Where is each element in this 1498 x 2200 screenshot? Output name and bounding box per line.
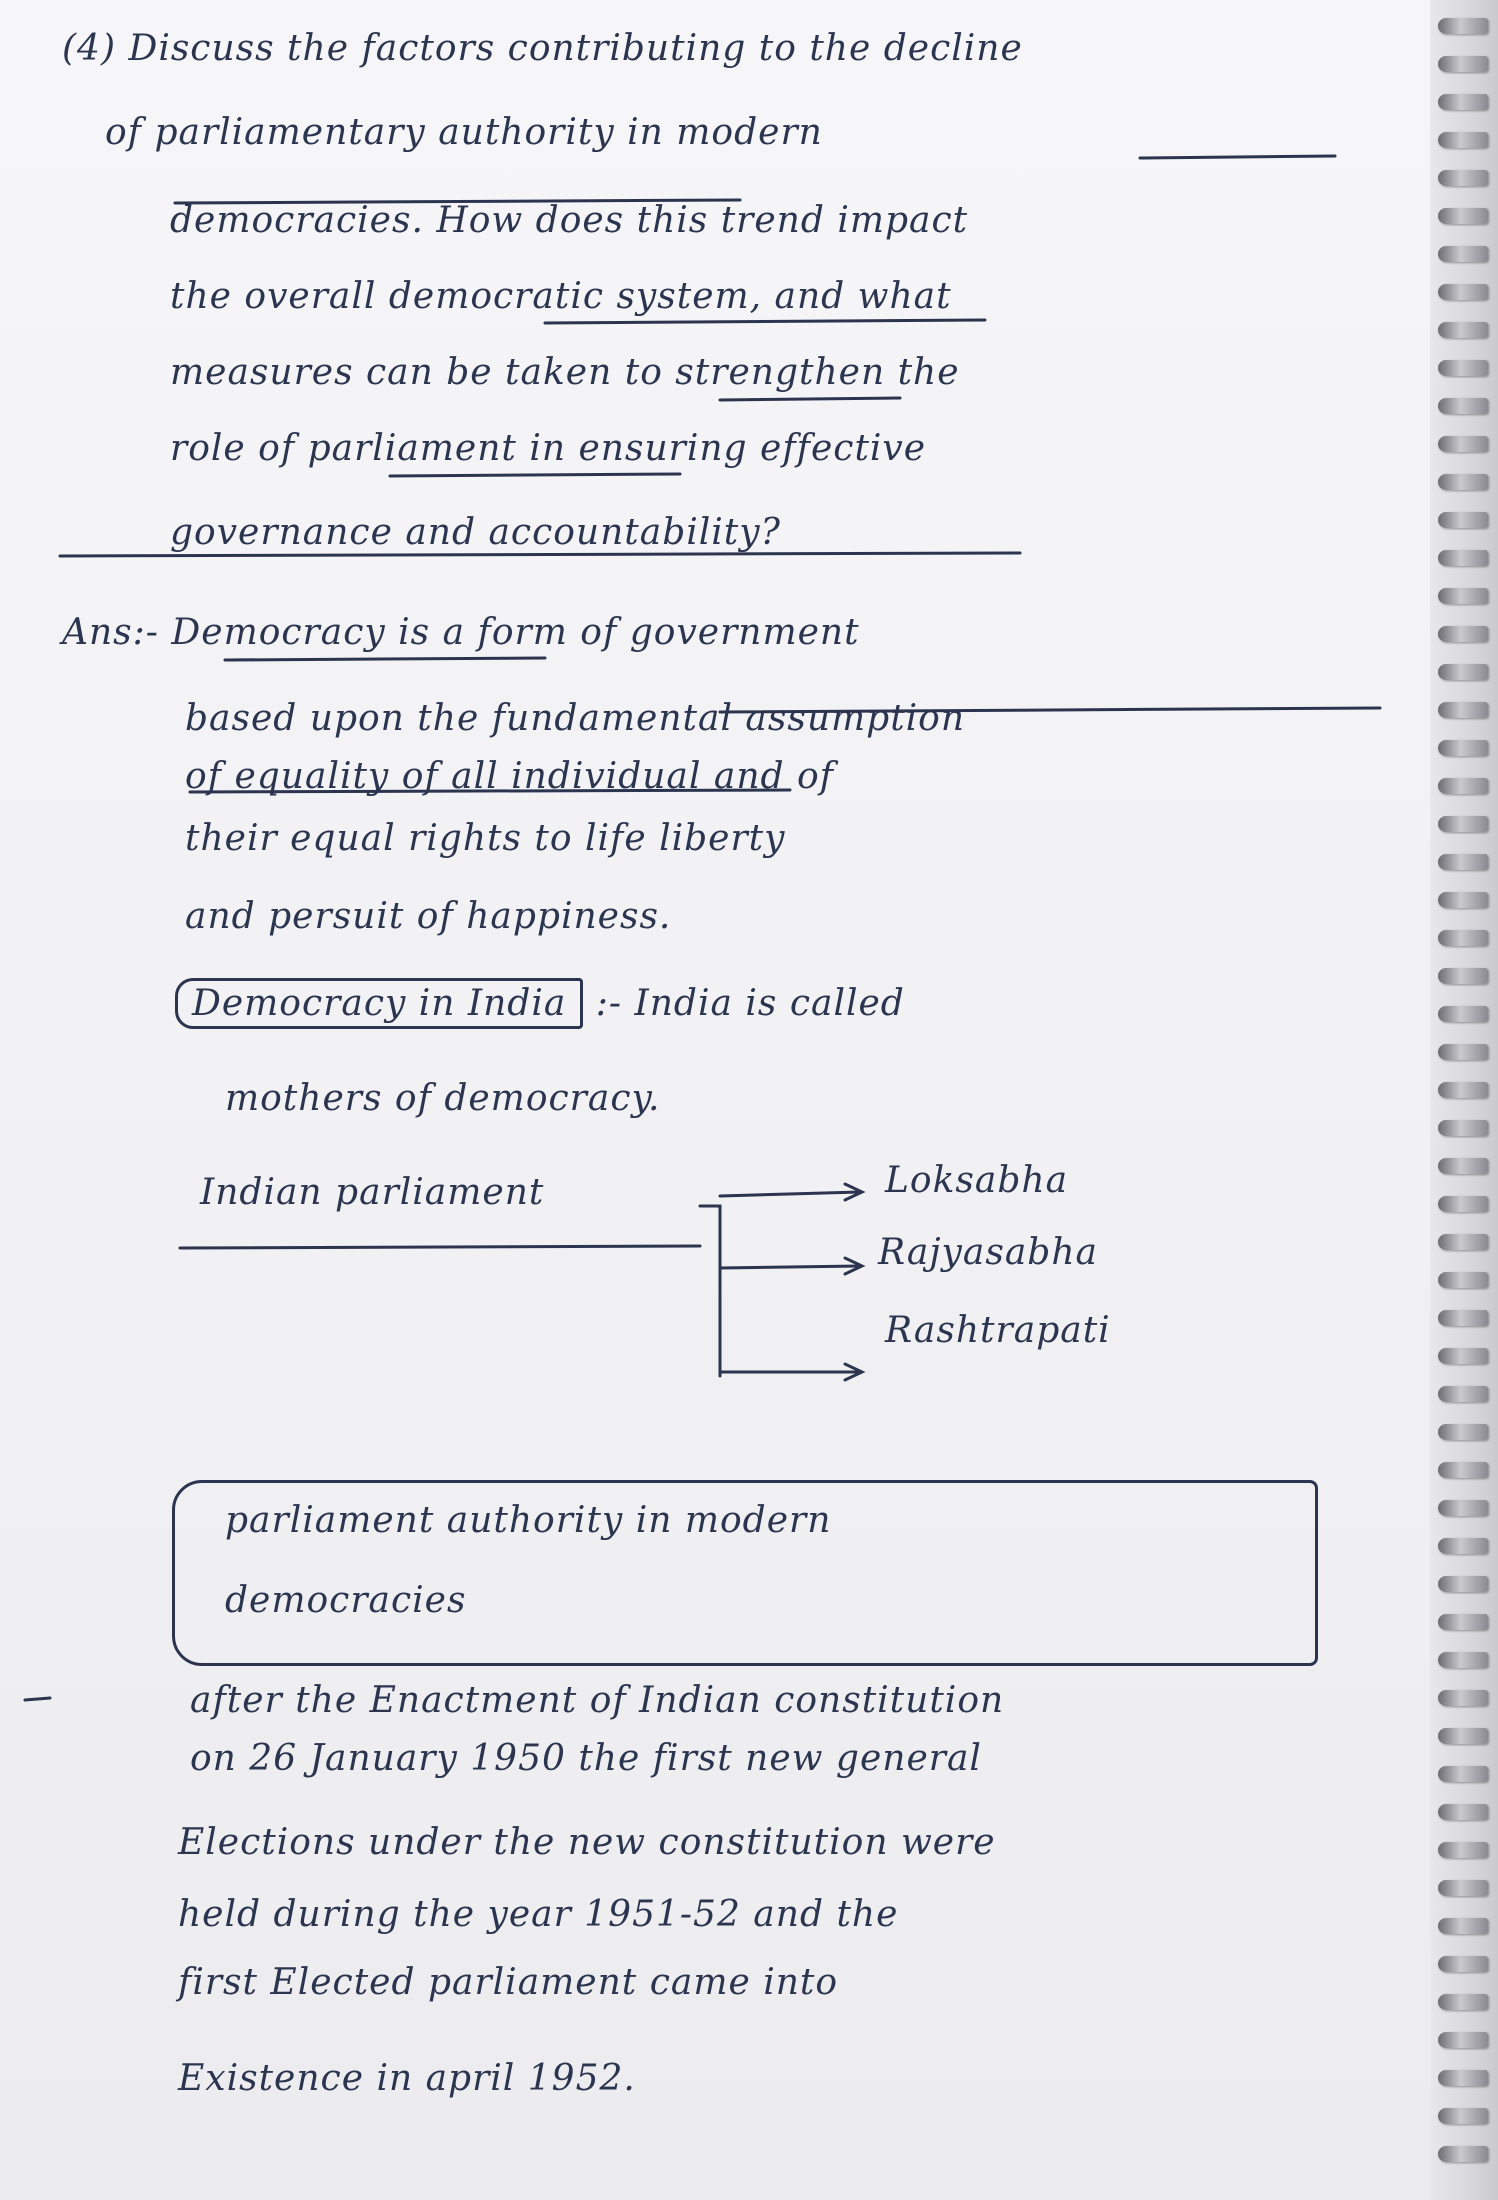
binding-coil <box>1438 474 1488 490</box>
tree-stem-mid <box>720 1266 860 1268</box>
question-number: (4) <box>62 28 116 69</box>
binding-coil <box>1438 1234 1488 1250</box>
binding-coil <box>1438 1880 1488 1896</box>
binding-coil <box>1438 18 1488 34</box>
parliament-tree-root: Indian parliament <box>200 1172 545 1213</box>
binding-coil <box>1438 1614 1488 1630</box>
answer-prefix: Ans:- <box>62 612 159 653</box>
binding-coil <box>1438 626 1488 642</box>
closing-line-3: Elections under the new constitution were <box>178 1822 996 1863</box>
binding-coil <box>1438 2108 1488 2124</box>
binding-coil <box>1438 740 1488 756</box>
closing-line-6: Existence in april 1952. <box>178 2058 636 2099</box>
binding-coil <box>1438 1728 1488 1744</box>
answer-line-5: and persuit of happiness. <box>185 896 672 937</box>
parliament-branch-loksabha: Loksabha <box>885 1160 1069 1201</box>
binding-coil <box>1438 170 1488 186</box>
binding-coil <box>1438 1918 1488 1934</box>
binding-coil <box>1438 968 1488 984</box>
question-line-6: role of parliament in ensuring effective <box>170 428 927 469</box>
answer-line-2: based upon the fundamental assumption <box>185 698 966 739</box>
question-line-5: measures can be taken to strengthen the <box>170 352 960 393</box>
question-line-3: democracies. How does this trend impact <box>170 200 969 241</box>
binding-coil <box>1438 550 1488 566</box>
tree-stem-top <box>720 1192 860 1196</box>
closing-line-4: held during the year 1951-52 and the <box>178 1894 899 1935</box>
underline-governance <box>60 553 1020 556</box>
binding-coil <box>1438 930 1488 946</box>
answer-line-3: of equality of all individual and of <box>185 756 834 797</box>
binding-coil <box>1438 1956 1488 1972</box>
underline-democracy <box>225 658 545 660</box>
binding-coil <box>1438 1120 1488 1136</box>
binding-coil <box>1438 1006 1488 1022</box>
binding-coil <box>1438 1424 1488 1440</box>
binding-coil <box>1438 208 1488 224</box>
binding-coil <box>1438 588 1488 604</box>
binding-coil <box>1438 1766 1488 1782</box>
binding-coil <box>1438 2032 1488 2048</box>
underline-indian-parliament <box>180 1246 700 1248</box>
question-text-1: Discuss the factors contributing to the decline <box>128 28 1023 69</box>
binding-coil <box>1438 1158 1488 1174</box>
binding-coil <box>1438 1082 1488 1098</box>
binding-coil <box>1438 512 1488 528</box>
closing-line-1: after the Enactment of Indian constitution <box>190 1680 1005 1721</box>
binding-coil <box>1438 1576 1488 1592</box>
question-line-7: governance and accountability? <box>170 512 781 553</box>
binding-coil <box>1438 94 1488 110</box>
binding-coil <box>1438 322 1488 338</box>
binding-coil <box>1438 1272 1488 1288</box>
spiral-binding <box>1430 0 1498 2200</box>
binding-coil <box>1438 892 1488 908</box>
underline-parliament <box>390 474 680 476</box>
binding-coil <box>1438 1994 1488 2010</box>
democracy-india-heading: Democracy in India <box>175 978 583 1029</box>
underline-fundamental <box>720 708 1380 712</box>
parliament-branch-rashtrapati: Rashtrapati <box>885 1310 1111 1351</box>
binding-coil <box>1438 56 1488 72</box>
binding-coil <box>1438 702 1488 718</box>
binding-coil <box>1438 1462 1488 1478</box>
binding-coil <box>1438 132 1488 148</box>
closing-line-5: first Elected parliament came into <box>178 1962 839 2003</box>
democracy-india-line-2: mothers of democracy. <box>225 1078 661 1119</box>
binding-coil <box>1438 1690 1488 1706</box>
binding-coil <box>1438 1196 1488 1212</box>
binding-coil <box>1438 1538 1488 1554</box>
answer-line-4: their equal rights to life liberty <box>185 818 786 859</box>
margin-mark <box>25 1698 50 1700</box>
binding-coil <box>1438 398 1488 414</box>
binding-coil <box>1438 1842 1488 1858</box>
underline-parliamentary <box>175 200 740 203</box>
question-line-2: of parliamentary authority in modern <box>105 112 823 153</box>
underline-democratic-system <box>545 320 985 323</box>
binding-coil <box>1438 1386 1488 1402</box>
binding-coil <box>1438 246 1488 262</box>
binding-coil <box>1438 816 1488 832</box>
binding-coil <box>1438 1348 1488 1364</box>
question-line-4: the overall democratic system, and what <box>170 276 952 317</box>
binding-coil <box>1438 664 1488 680</box>
underline-modern <box>1140 156 1335 158</box>
answer-text-1: Democracy is a form of government <box>171 612 860 653</box>
binding-coil <box>1438 2146 1488 2162</box>
box2-line-2: democracies <box>225 1580 467 1621</box>
binding-coil <box>1438 854 1488 870</box>
binding-coil <box>1438 2070 1488 2086</box>
democracy-india-rest: :- India is called <box>595 983 905 1024</box>
underline-taken <box>720 398 900 400</box>
box2-line-1: parliament authority in modern <box>225 1500 832 1541</box>
binding-coil <box>1438 1804 1488 1820</box>
tree-root-connector <box>700 1206 720 1376</box>
parliament-branch-rajyasabha: Rajyasabha <box>878 1232 1098 1273</box>
binding-coil <box>1438 360 1488 376</box>
binding-coil <box>1438 1500 1488 1516</box>
binding-coil <box>1438 284 1488 300</box>
underline-equality <box>190 790 790 792</box>
binding-coil <box>1438 778 1488 794</box>
binding-coil <box>1438 1310 1488 1326</box>
binding-coil <box>1438 436 1488 452</box>
closing-line-2: on 26 January 1950 the first new general <box>190 1738 982 1779</box>
binding-coil <box>1438 1652 1488 1668</box>
binding-coil <box>1438 1044 1488 1060</box>
